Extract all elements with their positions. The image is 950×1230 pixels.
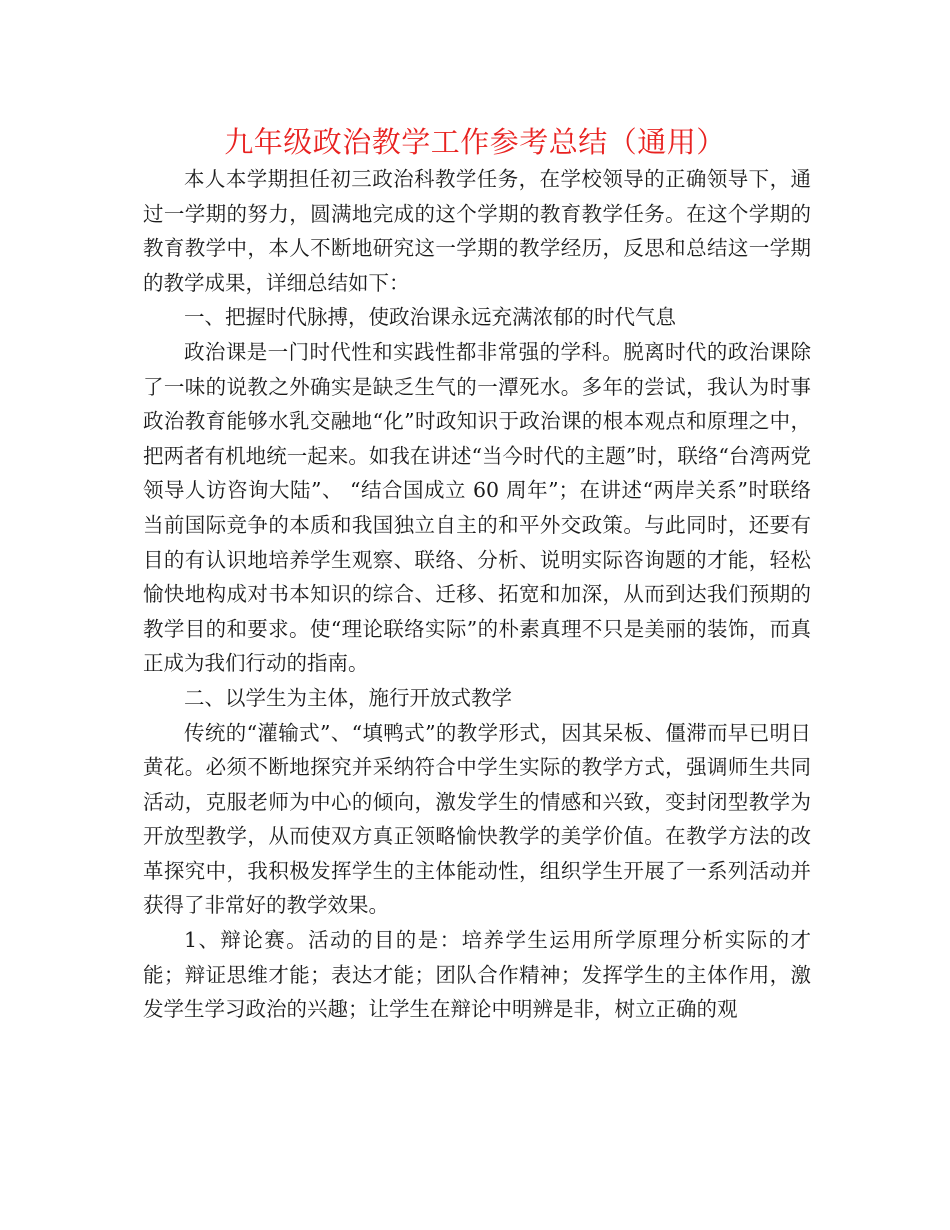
paragraph-section-2: 传统的“灌输式”、“填鸭式”的教学形式，因其呆板、僵滞而早已明日黄花。必须不断地探究并采纳符合中学生实际的教学方式，强调师生共同活动，克服老师为中心的倾向，激发学生的情感和兴致，变封闭型教学为开放型教学，从而使双方真正领略愉快教学的美学价值。在教学方法的改革探究中，我积极发挥学生的主体能动性，组织学生开展了一系列活动并获得了非常好的教学效果。 bbox=[143, 720, 811, 918]
paragraph-item-1: 1、辩论赛。活动的目的是：培养学生运用所学原理分析实际的才能；辩证思维才能；表达才能；团队合作精神；发挥学生的主体作用，激发学生学习政治的兴趣；让学生在辩论中明辨是非，树立正确的观 bbox=[143, 928, 811, 1022]
document-body bbox=[143, 162, 811, 1027]
paragraph-section-1: 政治课是一门时代性和实践性都非常强的学科。脱离时代的政治课除了一味的说教之外确实是缺乏生气的一潭死水。多年的尝试，我认为时事政治教育能够水乳交融地“化”时政知识于政治课的根本观点和原理之中，把两者有机地统一起来。如我在讲述“当今时代的主题”时，联络“台湾两党领导人访咨询大陆”、 “结合国成立 60 周年”；在讲述“两岸关系”时联络当前国际竞争的本质和我国独立自主的和平外交政策。与此同时，还要有目的有认识地培养学生观察、联络、分析、说明实际咨询题的才能，轻松愉快地构成对书本知识的综合、迁移、拓宽和加深，从而到达我们预期的教学目的和要求。使“理论联络实际”的朴素真理不只是美丽的装饰，而真正成为我们行动的指南。 bbox=[143, 339, 811, 676]
section-heading-1: 一、把握时代脉搏，使政治课永远充满浓郁的时代气息 bbox=[184, 305, 676, 330]
paragraph-intro: 本人本学期担任初三政治科教学任务，在学校领导的正确领导下，通过一学期的努力，圆满地完成的这个学期的教育教学任务。在这个学期的教育教学中，本人不断地研究这一学期的教学经历，反思和总结这一学期的教学成果，详细总结如下： bbox=[143, 167, 811, 295]
document-title: 九年级政治教学工作参考总结（通用） bbox=[224, 125, 726, 159]
section-heading-2: 二、以学生为主体，施行开放式教学 bbox=[184, 685, 512, 710]
